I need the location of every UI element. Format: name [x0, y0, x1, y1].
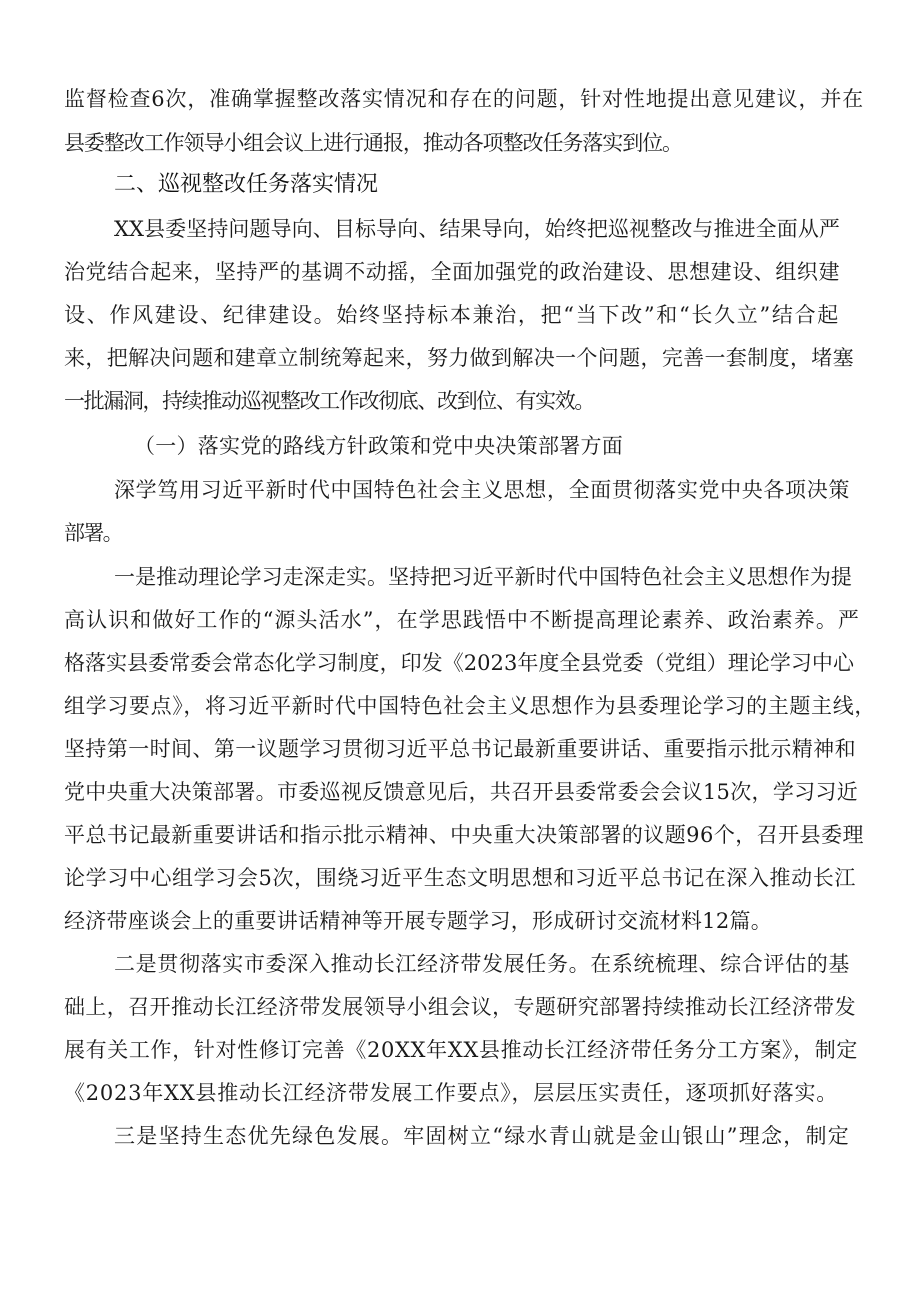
paragraph-line: XX县委坚持问题导向、目标导向、结果导向，始终把巡视整改与推进全面从严 [114, 217, 840, 241]
paragraph-line: 一是推动理论学习走深走实。坚持把习近平新时代中国特色社会主义思想作为提 [114, 565, 852, 589]
paragraph-line: 平总书记最新重要讲话和指示批示精神、中央重大决策部署的议题96个，召开县委理 [64, 823, 864, 847]
paragraph-line: 三是坚持生态优先绿色发展。牢固树立“绿水青山就是金山银山”理念，制定 [114, 1124, 850, 1148]
paragraph-line: 《2023年XX县推动长江经济带发展工作要点》，层层压实责任，逐项抓好落实。 [64, 1081, 838, 1105]
paragraph-line: 设、作风建设、纪律建设。始终坚持标本兼治，把“当下改”和“长久立”结合起 [64, 303, 840, 327]
paragraph-line: 部署。 [64, 521, 122, 545]
paragraph-line: 础上，召开推动长江经济带发展领导小组会议，专题研究部署持续推动长江经济带发 [64, 995, 856, 1019]
paragraph-line: 展有关工作，针对性修订完善《20XX年XX县推动长江经济带任务分工方案》，制定 [64, 1038, 858, 1062]
paragraph-line: 高认识和做好工作的“源头活水”，在学思践悟中不断提高理论素养、政治素养。严 [64, 608, 860, 632]
paragraph-line: 论学习中心组学习会5次，围绕习近平生态文明思想和习近平总书记在深入推动长江 [64, 866, 856, 890]
paragraph-line: 深学笃用习近平新时代中国特色社会主义思想，全面贯彻落实党中央各项决策 [114, 478, 850, 502]
paragraph-line: 坚持第一时间、第一议题学习贯彻习近平总书记最新重要讲话、重要指示批示精神和 [64, 737, 856, 761]
paragraph-line: 组学习要点》，将习近平新时代中国特色社会主义思想作为县委理论学习的主题主线， [64, 694, 876, 718]
paragraph-line: 二是贯彻落实市委深入推动长江经济带发展任务。在系统梳理、综合评估的基 [114, 952, 850, 976]
paragraph-line: 监督检查6次，准确掌握整改落实情况和存在的问题，针对性地提出意见建议，并在 [64, 87, 864, 111]
paragraph-line: 经济带座谈会上的重要讲话精神等开展专题学习，形成研讨交流材料12篇。 [64, 909, 772, 933]
paragraph-line: 来，把解决问题和建章立制统筹起来，努力做到解决一个问题，完善一套制度，堵塞 [64, 346, 854, 370]
paragraph-line: 治党结合起来，坚持严的基调不动摇，全面加强党的政治建设、思想建设、组织建 [64, 260, 840, 284]
paragraph-line: 县委整改工作领导小组会议上进行通报，推动各项整改任务落实到位。 [64, 131, 682, 155]
paragraph-line: 格落实县委常委会常态化学习制度，印发《2023年度全县党委（党组）理论学习中心 [64, 651, 854, 675]
paragraph-line: （一）落实党的路线方针政策和党中央决策部署方面 [134, 434, 623, 458]
section-heading: 二、巡视整改任务落实情况 [114, 172, 379, 197]
paragraph-line: 党中央重大决策部署。市委巡视反馈意见后，共召开县委常委会会议15次，学习习近 [64, 780, 858, 804]
paragraph-line: 一批漏洞，持续推动巡视整改工作改彻底、改到位、有实效。 [64, 389, 594, 413]
